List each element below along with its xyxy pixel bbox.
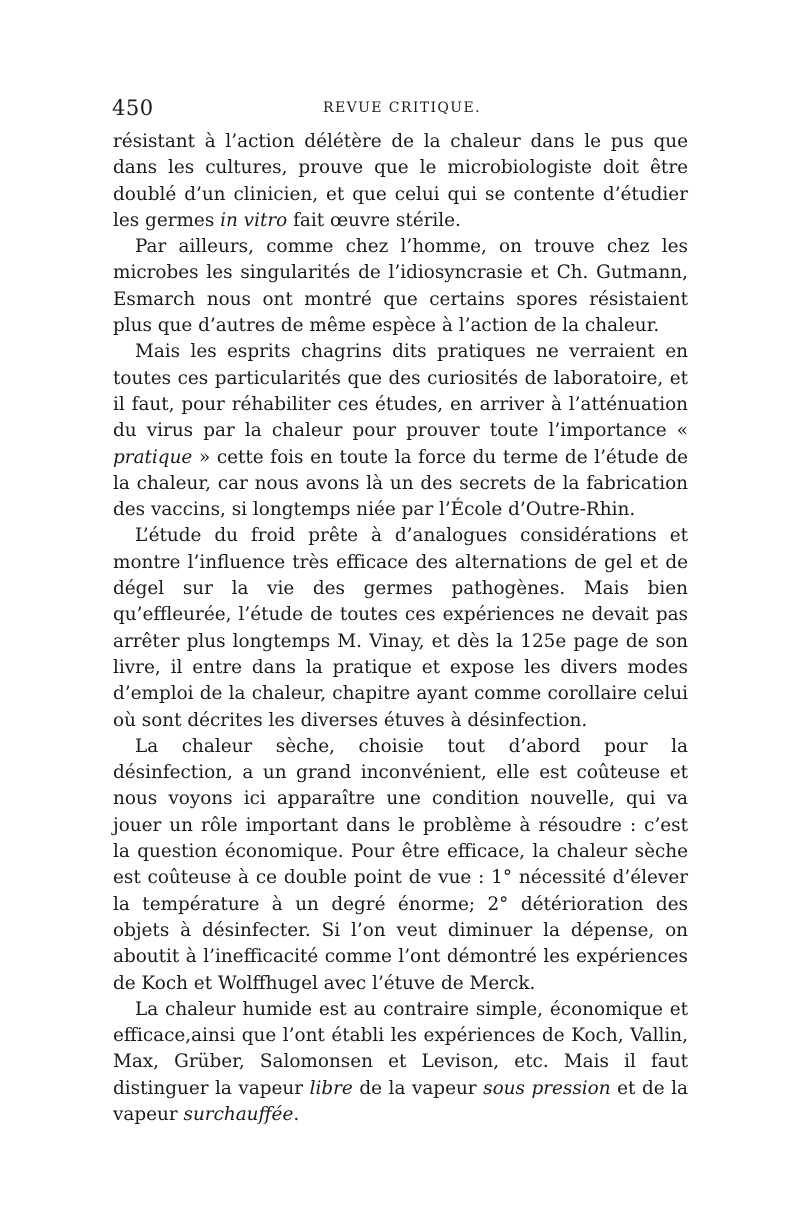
- paragraph-text: résistant à l’action délétère de la chaleur dans le pus que dans les cultures, prouve que le microbiologiste doit être doublé d’un clinicien, et que celui qui se contente d’étudier les germes: [113, 131, 688, 231]
- paragraph-text: La chaleur humide est au contraire simple, économique et efficace,ainsi que l’ont établi les expériences de Koch, Vallin, Max, Grüber, Salomonsen et Levison, etc. Mais il faut distinguer la vapeur: [113, 998, 688, 1099]
- italic-term: pratique: [113, 446, 193, 468]
- paragraph-text: Mais les esprits chagrins dits pratiques ne verraient en toutes ces particularités que des curiosités de laboratoire, et il faut, pour réhabiliter ces études, en arriver à l’atténuation du virus par la chaleur pour prouver toute l’importance «: [113, 341, 688, 442]
- paragraph: [113, 734, 688, 997]
- body-text: [113, 129, 688, 1128]
- italic-term: surchauffée: [183, 1103, 294, 1125]
- italic-term: libre: [309, 1077, 353, 1099]
- paragraph-text: Par ailleurs, comme chez l’homme, on trouve chez les microbes les singularités de l’idiosyncrasie et Ch. Gutmann, Esmarch nous ont montré que certains spores résistaient plus que d’autres de même espèce à l’action de la chaleur.: [113, 236, 688, 337]
- paragraph-text: L’étude du froid prête à d’analogues considérations et montre l’influence très efficace des alternations de gel et de dégel sur la vie des germes pathogènes. Mais bien qu’effleurée, l’étude de toutes ces expériences ne devait pas arrêter plus longtemps M. Vinay, et dès la 125e page de son livre, il entre dans la pratique et expose les divers modes d’emploi de la chaleur, chapitre ayant comme corollaire celui où sont décrites les diverses étuves à désinfection.: [113, 525, 688, 731]
- page-header: [112, 96, 692, 126]
- italic-term: sous pression: [483, 1077, 611, 1099]
- paragraph-text: » cette fois en toute la force du terme de l’étude de la chaleur, car nous avons là un des secrets de la fabrication des vaccins, si longtemps niée par l’École d’Outre-Rhin.: [113, 446, 688, 521]
- paragraph-text: La chaleur sèche, choisie tout d’abord pour la désinfection, a un grand inconvénient, elle est coûteuse et nous voyons ici apparaître une condition nouvelle, qui va jouer un rôle important dans le problème à résoudre : c’est la question économique. Pour être efficace, la chaleur sèche est coûteuse à ce double point de vue : 1° nécessité d’élever la température à un degré énorme; 2° détérioration des objets à désinfecter. Si l’on veut diminuer la dépense, on aboutit à l’inefficacité comme l’ont démontré les expériences de Koch et Wolffhugel avec l’étuve de Merck.: [113, 735, 688, 994]
- paragraph: [113, 129, 688, 234]
- paragraph-text: .: [293, 1103, 300, 1125]
- paragraph: [113, 523, 688, 733]
- paragraph-text: de la vapeur: [352, 1077, 484, 1099]
- running-head: REVUE CRITIQUE.: [323, 100, 481, 116]
- paragraph-text: et de la vapeur: [113, 1077, 688, 1125]
- paragraph: [113, 234, 688, 339]
- italic-term: in vitro: [220, 209, 288, 231]
- paragraph: [113, 997, 688, 1128]
- page-number: 450: [112, 96, 154, 120]
- paragraph-text: fait œuvre stérile.: [287, 209, 461, 231]
- paragraph: [113, 339, 688, 523]
